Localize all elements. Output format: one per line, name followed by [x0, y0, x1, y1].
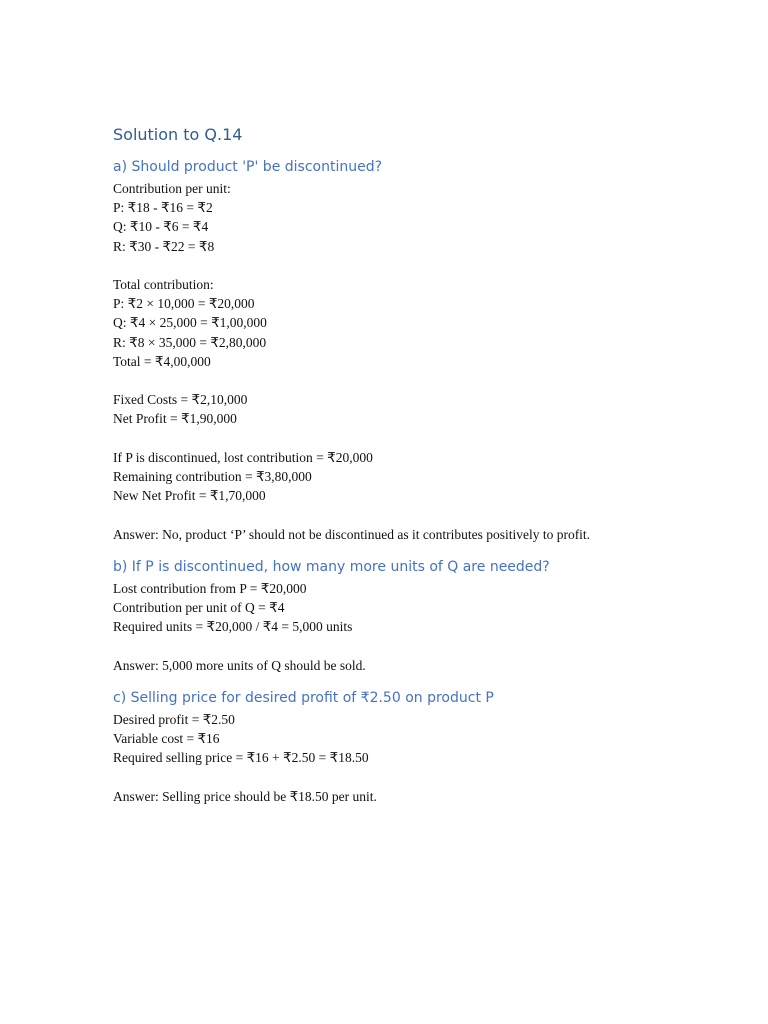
text-line: New Net Profit = ₹1,70,000	[113, 488, 266, 504]
document-title: Solution to Q.14	[113, 125, 243, 144]
blank-line	[113, 505, 713, 524]
text-line: Remaining contribution = ₹3,80,000	[113, 469, 312, 484]
blank-line	[113, 256, 713, 275]
document-page	[113, 124, 713, 819]
text-line: Q: ₹10 - ₹6 = ₹4	[113, 219, 209, 235]
blank-line	[113, 429, 713, 448]
text-line: P: ₹18 - ₹16 = ₹2	[113, 200, 213, 216]
text-line: R: ₹8 × 35,000 = ₹2,80,000	[113, 334, 267, 350]
blank-line	[113, 636, 713, 655]
answer-text-a: Answer: No, product ‘P’ should not be discontinued as it contributes positively to profit.	[113, 526, 591, 542]
text-line: Net Profit = ₹1,90,000	[113, 411, 237, 427]
answer-text-c: Answer: Selling price should be ₹18.50 per unit.	[113, 788, 377, 804]
text-line: Total = ₹4,00,000	[113, 353, 211, 369]
text-line: Fixed Costs = ₹2,10,000	[113, 392, 248, 408]
text-line: R: ₹30 - ₹22 = ₹8	[113, 238, 215, 254]
text-line: Variable cost = ₹16	[113, 731, 220, 746]
text-line: Contribution per unit of Q = ₹4	[113, 600, 285, 615]
text-line: Required selling price = ₹16 + ₹2.50 = ₹18.50	[113, 750, 369, 766]
text-line: Desired profit = ₹2.50	[113, 711, 235, 727]
text-line: Lost contribution from P = ₹20,000	[113, 580, 307, 596]
text-line: Required units = ₹20,000 / ₹4 = 5,000 units	[113, 619, 353, 635]
section-a	[113, 157, 713, 544]
section-b	[113, 557, 713, 675]
section-heading-c: c) Selling price for desired profit of ₹2.50 on product P	[113, 689, 494, 706]
blank-line	[113, 371, 713, 390]
text-line: If P is discontinued, lost contribution = ₹20,000	[113, 449, 373, 465]
text-line: Contribution per unit:	[113, 181, 231, 196]
text-line: Total contribution:	[113, 277, 214, 292]
section-heading-a: a) Should product 'P' be discontinued?	[113, 159, 383, 175]
section-heading-b: b) If P is discontinued, how many more units of Q are needed?	[113, 558, 550, 575]
section-c	[113, 688, 713, 806]
blank-line	[113, 767, 713, 786]
text-line: P: ₹2 × 10,000 = ₹20,000	[113, 296, 255, 312]
text-line: Q: ₹4 × 25,000 = ₹1,00,000	[113, 315, 267, 331]
answer-text-b: Answer: 5,000 more units of Q should be sold.	[113, 657, 366, 673]
